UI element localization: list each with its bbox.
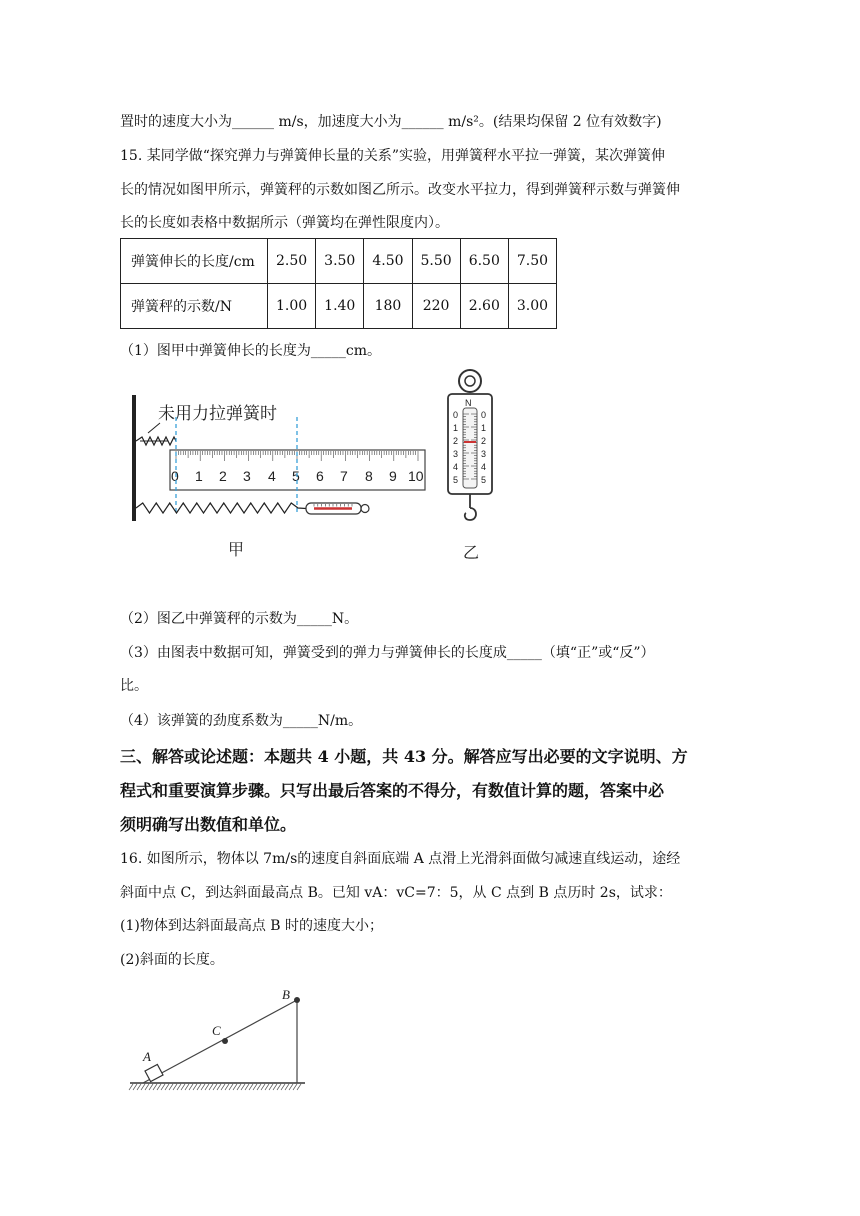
scale-label-left: 4 [453,462,459,472]
scale-label-left: 2 [453,436,459,446]
q16-line-3: (1)物体到达斜面最高点 B 时的速度大小； [120,918,384,934]
scale-label-left: 0 [453,410,459,420]
spring-data-table [120,238,557,329]
table-cell: 1.40 [316,284,364,329]
scale-label-right: 5 [481,475,487,485]
ruler-tick-label: 10 [408,468,424,484]
ruler-tick-label: 6 [316,468,324,484]
ruler-tick-label: 4 [268,468,276,484]
ruler-tick-label: 3 [243,468,251,484]
table-row-label: 弹簧秤的示数/N [121,284,268,329]
ruler-tick-label: 2 [219,468,227,484]
q15-line-3: 长的长度如表格中数据所示（弹簧均在弹性限度内）。 [120,215,449,231]
spring-stretched [136,503,306,513]
table-cell: 220 [412,284,460,329]
q15-part-2: （2）图乙中弹簧秤的示数为_____N。 [120,611,359,627]
wall [132,395,136,521]
table-row [121,284,557,329]
table-cell: 3.50 [316,239,364,284]
label-b: B [282,987,290,1002]
ruler-tick-label: 7 [340,468,348,484]
scale-label-right: 1 [481,423,487,433]
table-row-label: 弹簧伸长的长度/cm [121,239,268,284]
figure-yi [430,368,510,568]
point-b [294,997,300,1003]
table-cell: 5.50 [412,239,460,284]
figure-incline [125,985,325,1105]
label-a: A [143,1049,151,1064]
q15-part-1: （1）图甲中弹簧伸长的长度为_____cm。 [120,343,382,359]
incline-surface [143,1000,297,1083]
scale-label-left: 1 [453,423,459,433]
table-cell: 3.00 [508,284,556,329]
point-c [222,1038,228,1044]
table-cell: 2.50 [268,239,316,284]
q16-line-1: 16. 如图所示，物体以 7m/s的速度自斜面底端 A 点滑上光滑斜面做匀减速直线运动，途经 [120,851,681,867]
scale-label-right: 2 [481,436,487,446]
scale-label-left: 3 [453,449,459,459]
ruler-tick-label: 0 [171,468,179,484]
figure-caption-jia: 甲 [228,540,245,559]
q16-line-4: (2)斜面的长度。 [120,952,224,968]
table-cell: 4.50 [364,239,412,284]
ruler-tick-label: 8 [365,468,373,484]
scale-label-left: 5 [453,475,459,485]
q15-part-3b: 比。 [120,678,148,694]
label-c: C [212,1023,221,1038]
line-prev-question: 置时的速度大小为______ m/s，加速度大小为______ m/s²。(结果均保留 2 位有效数字) [120,114,662,130]
scale-label-right: 0 [481,410,487,420]
ruler-tick-label: 5 [292,468,300,484]
hook [465,508,476,520]
q15-line-1: 15. 某同学做“探究弹力与弹簧伸长量的关系”实验，用弹簧秤水平拉一弹簧，某次弹簧伸 [120,148,666,164]
table-cell: 7.50 [508,239,556,284]
table-cell: 2.60 [460,284,508,329]
unit-label: N [465,398,472,408]
section-3-heading-2: 程式和重要演算步骤。只写出最后答案的不得分，有数值计算的题，答案中必 [120,781,665,800]
scale-label-right: 4 [481,462,487,472]
table-cell: 1.00 [268,284,316,329]
table-cell: 180 [364,284,412,329]
section-3-heading-1: 三、解答或论述题：本题共 4 小题，共 43 分。解答应写出必要的文字说明、方 [120,747,688,766]
ruler-tick-label: 9 [389,468,397,484]
ruler-tick-label: 1 [195,468,203,484]
q16-line-2: 斜面中点 C，到达斜面最高点 B。已知 vA：vC=7：5，从 C 点到 B 点历时 2s，试求： [120,885,672,901]
figure-caption-yi: 乙 [463,543,480,562]
table-row [121,239,557,284]
scale-label-right: 3 [481,449,487,459]
section-3-heading-3: 须明确写出数值和单位。 [120,815,297,834]
table-cell: 6.50 [460,239,508,284]
q15-part-3a: （3）由图表中数据可知，弹簧受到的弹力与弹簧伸长的长度成_____（填“正”或“反”） [120,645,655,661]
block-a [145,1064,163,1081]
q15-part-4: （4）该弹簧的劲度系数为_____N/m。 [120,713,363,729]
figure-note: 未用力拉弹簧时 [158,404,277,423]
q15-line-2: 长的情况如图甲所示，弹簧秤的示数如图乙所示。改变水平拉力，得到弹簧秤示数与弹簧伸 [120,182,680,198]
